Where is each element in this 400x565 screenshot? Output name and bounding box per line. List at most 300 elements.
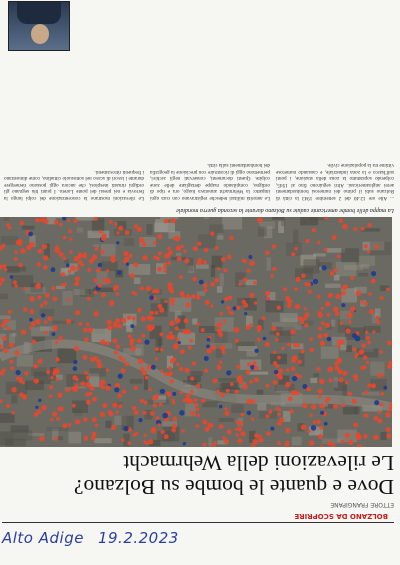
bomb-marker (216, 323, 221, 328)
bomb-marker (174, 343, 179, 348)
bomb-marker (318, 434, 323, 439)
bomb-marker (252, 439, 258, 445)
dud-marker (313, 279, 318, 284)
bomb-marker (313, 421, 316, 424)
bomb-marker (167, 393, 171, 397)
aerial-block (101, 261, 118, 271)
bomb-marker (277, 306, 281, 310)
bomb-marker (132, 291, 135, 294)
bomb-marker (50, 418, 53, 421)
aerial-block (130, 379, 143, 384)
bomb-marker (55, 437, 59, 441)
bomb-marker (326, 313, 330, 317)
aerial-block (12, 333, 17, 337)
bomb-marker (194, 403, 198, 407)
bomb-marker (148, 327, 153, 332)
bomb-marker (294, 287, 298, 291)
bomb-marker (252, 361, 256, 365)
bomb-marker (227, 255, 232, 260)
bomb-marker (61, 283, 64, 286)
bomb-marker (117, 393, 122, 398)
bomb-marker (142, 255, 147, 260)
bomb-marker (211, 345, 216, 350)
bomb-marker (9, 360, 13, 364)
bomb-marker (0, 277, 5, 282)
bomb-marker (38, 295, 42, 299)
bomb-marker (38, 359, 43, 364)
bomb-marker (87, 268, 91, 272)
bomb-marker (250, 445, 255, 448)
bomb-marker (92, 432, 97, 437)
bomb-marker (186, 393, 191, 398)
bomb-marker (301, 349, 305, 353)
bomb-marker (35, 218, 40, 223)
article-headline (2, 451, 394, 499)
headline-line-1: Dove e quante le bombe su Bolzano? (73, 475, 394, 499)
bomb-marker (59, 252, 64, 257)
bomb-marker (276, 407, 279, 410)
bomb-marker (275, 338, 279, 342)
bomb-marker (93, 291, 97, 295)
bomb-marker (320, 445, 323, 447)
bomb-marker (217, 267, 220, 270)
bomb-marker (102, 386, 106, 390)
aerial-block (14, 430, 33, 440)
bomb-marker (139, 238, 144, 243)
bomb-marker (309, 414, 312, 417)
aerial-block (89, 368, 106, 376)
bomb-marker (366, 361, 369, 364)
bomb-marker (153, 403, 157, 407)
bomb-marker (265, 250, 270, 255)
bomb-marker (281, 347, 284, 350)
bomb-marker (201, 399, 205, 403)
bomb-marker (102, 278, 106, 282)
dud-marker (130, 324, 134, 328)
dud-marker (144, 340, 149, 345)
bomb-marker (307, 283, 311, 287)
bomb-marker (23, 307, 27, 311)
bomb-marker (379, 403, 383, 407)
dud-marker (292, 376, 297, 381)
aerial-block (57, 436, 63, 440)
bomb-marker (196, 322, 199, 325)
bomb-marker (33, 364, 38, 369)
bomb-marker (164, 219, 169, 224)
bomb-marker (286, 368, 290, 372)
bomb-marker (230, 382, 234, 386)
dud-marker (248, 255, 252, 259)
bomb-marker (140, 286, 144, 290)
bomb-marker (155, 357, 158, 360)
bomb-marker (42, 244, 47, 249)
bomb-marker (367, 223, 371, 227)
section-title: BOLZANO DA SCOPRIRE (294, 512, 388, 520)
bomb-marker (181, 294, 185, 298)
aerial-block (300, 217, 318, 225)
bomb-marker (101, 293, 106, 298)
bomb-marker (367, 383, 371, 387)
bomb-marker (258, 437, 263, 442)
bomb-marker (108, 411, 113, 416)
bomb-marker (116, 292, 120, 296)
bomb-marker (265, 414, 269, 418)
bomb-marker (74, 346, 79, 351)
bomb-marker (44, 331, 47, 334)
aerial-block (325, 284, 341, 288)
bomb-marker (179, 275, 183, 279)
aerial-block (331, 320, 335, 327)
bomb-marker (355, 353, 359, 357)
bomb-marker (53, 297, 58, 302)
bomb-marker (202, 420, 207, 425)
aerial-block (293, 230, 298, 244)
bomb-marker (347, 312, 353, 318)
bomb-marker (364, 391, 368, 395)
bomb-marker (76, 267, 80, 271)
aerial-block (176, 253, 181, 256)
bomb-marker (201, 328, 205, 332)
bomb-marker (218, 332, 223, 337)
bomb-marker (69, 238, 72, 241)
bomb-marker (125, 362, 130, 367)
bomb-marker (14, 284, 18, 288)
bomb-marker (138, 359, 144, 365)
bomb-marker (345, 433, 350, 438)
bomb-marker (220, 393, 225, 398)
bomb-marker (190, 339, 193, 342)
dud-marker (41, 313, 45, 317)
aerial-block (101, 244, 116, 256)
bomb-marker (130, 346, 135, 351)
aerial-block (212, 256, 223, 268)
bomb-marker (137, 338, 142, 343)
bomb-marker (337, 344, 341, 348)
bomb-marker (203, 283, 208, 288)
bomb-marker (227, 429, 232, 434)
bomb-marker (367, 341, 371, 345)
bomb-marker (308, 388, 312, 392)
bomb-marker (188, 399, 193, 404)
bomb-marker (246, 370, 251, 375)
bomb-marker (14, 257, 18, 261)
bomb-marker (106, 385, 111, 390)
bomb-marker (107, 325, 112, 330)
bomb-marker (210, 231, 215, 236)
dud-marker (207, 338, 211, 342)
bomb-marker (141, 316, 146, 321)
aerial-block (303, 259, 319, 273)
bomb-marker (273, 380, 278, 385)
bomb-marker (72, 387, 78, 393)
bomb-marker (8, 310, 12, 314)
bomb-marker (195, 424, 199, 428)
dud-marker (204, 356, 209, 361)
aerial-block (236, 342, 254, 347)
bomb-marker (368, 292, 372, 296)
aerial-block (154, 223, 175, 233)
bomb-marker (328, 293, 333, 298)
bomb-marker (100, 250, 104, 254)
bomb-marker (309, 337, 313, 341)
bomb-marker (121, 438, 125, 442)
dud-marker (311, 425, 316, 430)
bomb-marker (333, 307, 338, 312)
aerial-block (354, 407, 360, 414)
bomb-marker (6, 223, 10, 227)
bomb-marker (186, 294, 190, 298)
aerial-block (17, 355, 33, 367)
bomb-marker (154, 394, 159, 399)
aerial-block (257, 390, 264, 395)
dud-marker (73, 366, 78, 371)
bomb-marker (95, 424, 98, 427)
bomb-marker (40, 304, 44, 308)
aerial-block (370, 242, 391, 255)
dud-marker (123, 426, 128, 431)
dud-marker (226, 370, 231, 375)
bomb-marker (58, 407, 62, 411)
bomb-marker (254, 377, 259, 382)
bomb-marker (386, 427, 391, 432)
dud-marker (16, 370, 21, 375)
bomb-marker (118, 356, 122, 360)
bomb-marker (302, 403, 307, 408)
bomb-marker (202, 443, 206, 447)
dud-marker (244, 312, 247, 315)
bomb-marker (118, 404, 122, 408)
bomb-marker (43, 265, 48, 270)
bomb-marker (164, 262, 167, 265)
bomb-marker (318, 395, 321, 398)
bomb-marker (204, 248, 209, 253)
bomb-marker (300, 320, 304, 324)
bomb-marker (386, 288, 390, 292)
bomb-marker (72, 404, 76, 408)
bomb-marker (46, 370, 50, 374)
bomb-marker (273, 327, 276, 330)
bomb-marker (329, 378, 333, 382)
bomb-marker (32, 340, 36, 344)
aerial-block (358, 273, 368, 276)
bomb-marker (61, 272, 65, 276)
article-column-2 (150, 161, 270, 201)
bomb-marker (6, 404, 10, 408)
bomb-marker (289, 409, 293, 413)
bomb-marker (87, 297, 91, 301)
bomb-marker (285, 382, 291, 388)
dud-marker (221, 300, 224, 303)
bomb-marker (204, 288, 208, 292)
bomb-marker (137, 308, 142, 313)
bomb-marker (31, 322, 36, 327)
bomb-marker (63, 236, 67, 240)
aerial-block (11, 395, 17, 403)
dud-marker (126, 263, 129, 266)
bomb-marker (130, 338, 135, 343)
bomb-marker (167, 282, 172, 287)
bomb-marker (257, 338, 261, 342)
bomb-marker (66, 319, 71, 324)
bomb-marker (170, 298, 175, 303)
bomb-marker (55, 245, 59, 249)
aerial-block (258, 226, 267, 236)
dud-marker (179, 410, 184, 415)
dud-marker (263, 337, 267, 341)
bomb-marker (325, 399, 329, 403)
bomb-marker (175, 318, 180, 323)
bomb-marker (340, 440, 344, 444)
bomb-marker (154, 311, 158, 315)
bomb-marker (287, 343, 291, 347)
bomb-marker (337, 255, 341, 259)
bomb-marker (114, 223, 117, 226)
bomb-marker (262, 316, 266, 320)
bomb-marker (140, 367, 144, 371)
aerial-block (134, 277, 141, 284)
bomb-marker (221, 350, 225, 354)
dud-marker (383, 386, 387, 390)
bomb-marker (183, 398, 187, 402)
dud-marker (172, 392, 176, 396)
bomb-marker (376, 320, 380, 324)
bomb-marker (29, 242, 34, 247)
bomb-marker (192, 277, 197, 282)
bomb-marker (81, 263, 84, 266)
bomb-marker (191, 294, 196, 299)
bomb-marker (356, 434, 362, 440)
aerial-block (334, 377, 339, 387)
bomb-marker (116, 345, 120, 349)
bomb-marker (221, 257, 226, 262)
bomb-marker (220, 345, 225, 350)
bomb-marker (324, 248, 328, 252)
bomb-marker (75, 310, 80, 315)
dud-marker (117, 270, 122, 275)
bomb-marker (81, 381, 86, 386)
dud-marker (206, 345, 210, 349)
bomb-marker (53, 368, 57, 372)
bomb-marker (360, 300, 364, 304)
aerial-block (275, 384, 295, 391)
bomb-marker (235, 390, 239, 394)
bomb-marker (157, 304, 162, 309)
bomb-marker (123, 251, 128, 256)
aerial-block (219, 418, 234, 422)
bomb-marker (124, 257, 129, 262)
aerial-block (160, 217, 178, 219)
aerial-block (342, 386, 347, 397)
dud-marker (254, 349, 258, 353)
bomb-marker (130, 273, 135, 278)
bomb-marker (291, 358, 296, 363)
bomb-marker (83, 328, 88, 333)
bomb-marker (157, 234, 162, 239)
bomb-marker (257, 217, 263, 223)
aerial-block (25, 287, 46, 294)
dud-marker (118, 374, 123, 379)
bomb-marker (14, 251, 18, 255)
aerial-block (92, 218, 104, 232)
bomb-marker (84, 437, 88, 441)
bomb-marker (179, 391, 182, 394)
bomb-marker (82, 254, 87, 259)
bomb-marker (246, 325, 251, 330)
bomb-marker (148, 388, 151, 391)
bomb-marker (190, 411, 195, 416)
bomb-marker (100, 380, 106, 386)
bomb-marker (103, 403, 108, 408)
bomb-marker (220, 312, 223, 315)
bomb-marker (107, 320, 112, 325)
bomb-marker (93, 278, 97, 282)
bomb-marker (140, 399, 144, 403)
bomb-marker (84, 371, 88, 375)
bomb-marker (43, 301, 47, 305)
aerial-block (77, 227, 83, 232)
bomb-marker (294, 247, 298, 251)
dud-marker (374, 400, 379, 405)
bomb-marker (91, 436, 95, 440)
bomb-marker (5, 319, 9, 323)
bomb-marker (215, 278, 220, 283)
bomb-marker (304, 307, 307, 310)
bomb-marker (170, 335, 175, 340)
bomb-marker (146, 286, 151, 291)
bomb-marker (337, 340, 341, 344)
bomb-marker (301, 274, 306, 279)
bomb-marker (238, 283, 241, 286)
bomb-marker (127, 316, 131, 320)
aerial-block (0, 294, 8, 299)
bomb-marker (29, 326, 32, 329)
bomb-marker (85, 382, 90, 387)
bomb-marker (100, 339, 105, 344)
bomb-marker (68, 423, 71, 426)
bomb-marker (352, 347, 356, 351)
bomb-marker (160, 348, 163, 351)
dud-marker (247, 411, 252, 416)
aerial-block (158, 338, 162, 345)
aerial-block (56, 286, 65, 289)
bomb-marker (345, 328, 350, 333)
dud-marker (160, 389, 165, 394)
bomb-marker (251, 418, 254, 421)
handwritten-date: 19.2.2023 (97, 529, 179, 547)
aerial-block (190, 371, 202, 376)
bomb-marker (272, 244, 276, 248)
bomb-marker (52, 411, 57, 416)
bomb-marker (171, 218, 176, 223)
bomb-marker (17, 377, 21, 381)
bomb-marker (223, 320, 226, 323)
bomb-marker (336, 358, 342, 364)
bomb-marker (192, 362, 196, 366)
article-text-2: Le autorità militari tedesche registravano con cura ogni impatto: la Wehrmacht annotava luogo, ora e tipo di ordigno, compilando mappe dettagliate delle zone colpite. Questi documenti, conservati negli archivi, permettono oggi di ricostruire con precisione la geografia dei bombardamenti sulla città. (150, 162, 270, 201)
bomb-marker (229, 236, 233, 240)
bomb-marker (150, 411, 155, 416)
bomb-marker (63, 257, 67, 261)
bomb-marker (283, 287, 287, 291)
bomb-marker (279, 368, 284, 373)
bomb-marker (96, 268, 100, 272)
bomb-marker (287, 299, 292, 304)
bomb-marker (75, 282, 79, 286)
bomb-marker (369, 309, 374, 314)
dud-marker (233, 306, 237, 310)
aerial-block (198, 234, 216, 248)
bomb-marker (335, 294, 340, 299)
